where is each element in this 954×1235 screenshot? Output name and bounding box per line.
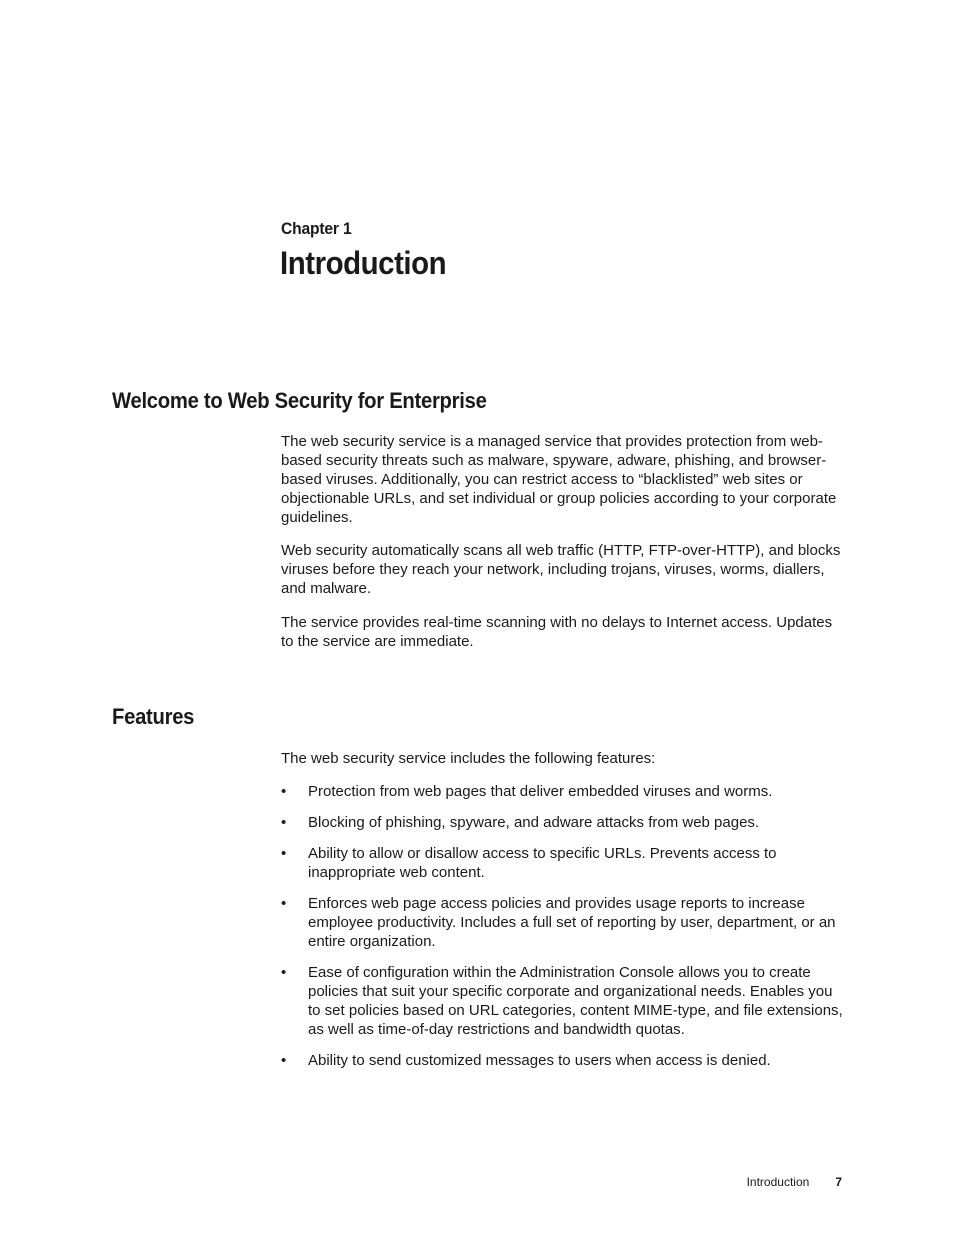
bullet-mark: • xyxy=(281,783,287,800)
features-intro: The web security service includes the following features: xyxy=(281,750,656,767)
list-item-text: Ease of configuration within the Administration Console allows you to create policies that suit your specific corporate and organizational needs. Enables you to set policies based on URL categories, content MIME-type, and file extensions, as well as time-of-day restrictions and bandwidth quotas. xyxy=(308,964,843,1038)
list-item-text: Blocking of phishing, spyware, and adware attacks from web pages. xyxy=(308,814,760,831)
bullet-mark: • xyxy=(281,814,287,831)
page-number: 7 xyxy=(835,1175,842,1189)
features-list xyxy=(281,782,847,1082)
list-item xyxy=(281,782,847,801)
list-item xyxy=(281,844,847,882)
welcome-paragraph-1: The web security service is a managed service that provides protection from web-based security threats such as malware, spyware, adware, phishing, and browser-based viruses. Additionally, you can restrict access to “blacklisted” web sites or objectionable URLs, and set individual or group policies according to your corporate guidelines. xyxy=(281,433,837,526)
list-item-text: Protection from web pages that deliver embedded viruses and worms. xyxy=(308,783,773,800)
list-item-text: Ability to allow or disallow access to specific URLs. Prevents access to inappropriate web content. xyxy=(308,845,777,881)
list-item-text: Enforces web page access policies and provides usage reports to increase employee productivity. Includes a full set of reporting by user, department, or an entire organization. xyxy=(308,895,836,950)
welcome-paragraph-2: Web security automatically scans all web traffic (HTTP, FTP-over-HTTP), and blocks viruses before they reach your network, including trojans, viruses, worms, diallers, and malware. xyxy=(281,542,841,597)
list-item xyxy=(281,963,847,1039)
welcome-paragraph-3: The service provides real-time scanning with no delays to Internet access. Updates to the service are immediate. xyxy=(281,614,833,650)
chapter-label: Chapter 1 xyxy=(281,219,352,238)
list-item xyxy=(281,813,847,832)
bullet-mark: • xyxy=(281,845,287,862)
bullet-mark: • xyxy=(281,964,287,981)
list-item-text: Ability to send customized messages to users when access is denied. xyxy=(308,1052,771,1069)
footer-section-name: Introduction xyxy=(746,1175,810,1189)
bullet-mark: • xyxy=(281,1052,287,1069)
bullet-mark: • xyxy=(281,895,287,912)
section-heading-welcome: Welcome to Web Security for Enterprise xyxy=(112,388,487,413)
list-item xyxy=(281,1051,847,1070)
chapter-title: Introduction xyxy=(280,245,447,281)
section-heading-features: Features xyxy=(112,704,195,729)
page-footer xyxy=(747,1175,842,1189)
list-item xyxy=(281,894,847,951)
